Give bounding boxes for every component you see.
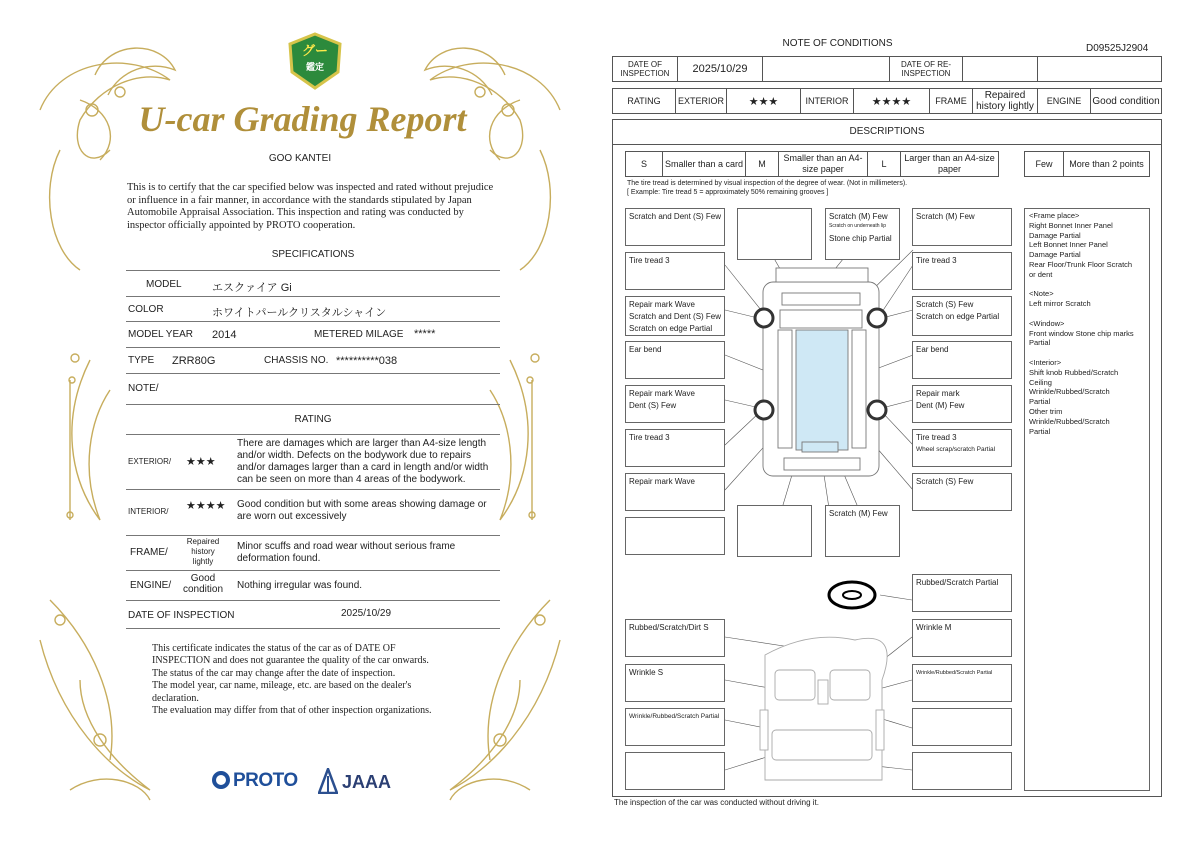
- damage-note: Scratch (M) Few: [916, 212, 975, 221]
- side-note-line: [1029, 309, 1145, 319]
- report-title: U-car Grading Report: [138, 99, 467, 139]
- damage-note: Scratch and Dent (S) Few: [629, 312, 722, 321]
- side-note-line: Partial: [1029, 338, 1051, 348]
- model-year-row: [126, 322, 500, 348]
- date-reinsp-label: DATE OF RE-INSPECTION: [890, 57, 963, 82]
- engine-label: ENGINE: [1038, 89, 1091, 114]
- interior-box-left: [625, 664, 725, 702]
- interior-box-right: [912, 708, 1012, 746]
- damage-note: Tire tread 3: [916, 256, 957, 265]
- model-year-label: MODEL YEAR: [128, 329, 194, 340]
- damage-note: Scratch and Dent (S) Few: [629, 212, 722, 221]
- damage-note: Tire tread 3: [916, 433, 957, 442]
- interior-label: INTERIOR: [801, 89, 854, 114]
- side-note-line: Shift knob Rubbed/Scratch: [1029, 367, 1119, 377]
- interior-box-left: [625, 752, 725, 790]
- interior-note: Wrinkle M: [916, 623, 952, 632]
- exterior-label: EXTERIOR/: [128, 457, 172, 466]
- damage-note: Tire tread 3: [629, 433, 670, 442]
- side-note-line: Wrinkle/Rubbed/Scratch: [1029, 387, 1110, 397]
- side-notes-panel: [1024, 208, 1150, 791]
- disclaimer-line: The evaluation may differ from that of other inspection organizations.: [152, 705, 432, 717]
- damage-note: Scratch on edge Partial: [916, 312, 1000, 321]
- damage-note: Scratch on edge Partial: [629, 324, 713, 333]
- damage-note: Rubbed/Scratch Partial: [916, 578, 999, 587]
- legend-l-desc: Larger than an A4-size paper: [901, 152, 999, 177]
- type-row: [126, 348, 500, 374]
- color-row: [126, 296, 500, 322]
- interior-label: INTERIOR/: [128, 507, 169, 516]
- damage-box-top: [737, 208, 812, 260]
- side-note-line: <Note>: [1029, 289, 1054, 299]
- date-insp-value: 2025/10/29: [678, 57, 763, 82]
- proto-text: PROTO: [233, 770, 298, 791]
- exterior-desc: There are damages which are larger than A4-size length and/or width. Defects on the bodywork due to repairs and/or damages larger than a card in length and/or width can be seen on more than 4 areas of the bodywork.: [237, 438, 489, 485]
- metered-value: *****: [414, 328, 436, 340]
- model-label: MODEL: [146, 279, 182, 290]
- damage-box-left: [625, 296, 725, 336]
- proto-logo: [212, 768, 312, 798]
- exterior-row: [126, 434, 500, 490]
- badge-sub: 鑑定: [305, 62, 324, 72]
- damage-note: Scratch (M) Few: [829, 509, 888, 518]
- engine-desc: Nothing irregular was found.: [237, 580, 363, 591]
- disclaimer-line: This certificate indicates the status of the car as of DATE OF: [152, 643, 396, 654]
- interior-stars: ★★★★: [186, 500, 226, 512]
- damage-box-left: [625, 429, 725, 467]
- proto-mark-icon: [212, 771, 230, 789]
- car-interior-view: [760, 637, 887, 780]
- exterior-stars: ★★★: [727, 89, 801, 114]
- damage-note: Repair mark Wave: [629, 300, 695, 309]
- legend-s-desc: Smaller than a card: [663, 152, 746, 177]
- steering-wheel-icon: [829, 582, 875, 608]
- interior-row: [126, 489, 500, 536]
- damage-note: Dent (S) Few: [629, 401, 677, 410]
- engine-row: [126, 571, 500, 601]
- tire-note: The tire tread is determined by visual inspection of the degree of wear. (Not in millimeters).: [627, 180, 908, 187]
- exterior-stars: ★★★: [186, 456, 216, 468]
- note-of-conditions: [600, 0, 1200, 848]
- damage-box-steering: [912, 574, 1012, 612]
- side-note-line: Wrinkle/Rubbed/Scratch: [1029, 416, 1110, 426]
- rating-heading: RATING: [294, 414, 332, 425]
- side-note-line: Right Bonnet Inner Panel: [1029, 220, 1113, 230]
- damage-note: Ear bend: [916, 345, 949, 354]
- damage-note: Ear bend: [629, 345, 662, 354]
- damage-box-right: [912, 385, 1012, 423]
- legend-few: Few: [1025, 152, 1064, 177]
- interior-note: Wrinkle/Rubbed/Scratch Partial: [629, 713, 720, 720]
- damage-box-left: [625, 517, 725, 555]
- damage-box-left: [625, 208, 725, 246]
- damage-note: Stone chip Partial: [829, 234, 892, 243]
- rating-label: RATING: [613, 89, 676, 114]
- side-note-line: <Window>: [1029, 318, 1065, 328]
- certificate-intro: This is to certify that the car specified below was inspected and rated without prejudice or influence in a fair manner, in accordance with the standards stipulated by Japan Automobile Appraisal Association. This inspection and rating was conducted by inspector officially appointed by PROTO cooperation.: [127, 182, 494, 231]
- date-insp-label: DATE OF INSPECTION: [613, 57, 678, 82]
- damage-box-bottom: [825, 505, 900, 557]
- frame-value: Repaired history lightly: [186, 537, 220, 566]
- damage-box-right: [912, 429, 1012, 467]
- damage-note: Scratch (M) Few: [829, 212, 888, 221]
- note-title: NOTE OF CONDITIONS: [782, 38, 893, 49]
- note-label: NOTE/: [128, 383, 159, 394]
- disclaimer-line: declaration.: [152, 692, 199, 704]
- interior-note: Wrinkle/Rubbed/Scratch Partial: [916, 670, 993, 676]
- model-row: [126, 270, 500, 297]
- goo-kantei-badge: [288, 32, 342, 90]
- jaaa-mark-icon: [318, 768, 338, 794]
- disclaimer-line: The model year, car name, mileage, etc. are based on the dealer's: [152, 680, 412, 692]
- report-subtitle: GOO KANTEI: [268, 153, 332, 164]
- interior-note: Rubbed/Scratch/Dirt S: [629, 623, 709, 632]
- tire-example: [ Example: Tire tread 5 = approximately 50% remaining grooves ]: [627, 189, 829, 196]
- damage-note: Tire tread 3: [629, 256, 670, 265]
- note-footer: The inspection of the car was conducted without driving it.: [614, 798, 819, 807]
- side-note-line: or dent: [1029, 269, 1053, 279]
- damage-box-left: [625, 252, 725, 290]
- damage-box-right: [912, 208, 1012, 246]
- side-note-line: Left Bonnet Inner Panel: [1029, 240, 1108, 250]
- damage-box-left: [625, 473, 725, 511]
- chassis-label: CHASSIS NO.: [264, 355, 329, 366]
- side-note-line: [1029, 348, 1145, 358]
- legend-m: M: [746, 152, 779, 177]
- side-note-line: Ceiling: [1029, 377, 1052, 387]
- damage-note: Dent (M) Few: [916, 401, 965, 410]
- damage-note: Scratch (S) Few: [916, 300, 974, 309]
- model-value: エスクァイア Gi: [212, 282, 292, 294]
- descriptions-heading: DESCRIPTIONS: [612, 119, 1162, 145]
- damage-note: Scratch on underneath lip: [829, 223, 886, 229]
- car-body-top: [763, 268, 879, 476]
- interior-box-left: [625, 619, 725, 657]
- interior-box-right: [912, 664, 1012, 702]
- side-note-line: Front window Stone chip marks: [1029, 328, 1134, 338]
- model-year-value: 2014: [212, 329, 237, 341]
- color-value: ホワイトパールクリスタルシャイン: [212, 307, 387, 319]
- interior-box-left: [625, 708, 725, 746]
- side-notes-list: [1029, 211, 1145, 436]
- frame-value: Repaired history lightly: [973, 89, 1038, 114]
- side-note-line: <Interior>: [1029, 357, 1062, 367]
- frame-row: [126, 536, 500, 571]
- damage-box-right: [912, 296, 1012, 336]
- damage-box-left: [625, 341, 725, 379]
- damage-box-right: [912, 473, 1012, 511]
- legend-l: L: [868, 152, 901, 177]
- side-note-line: Rear Floor/Trunk Floor Scratch: [1029, 259, 1133, 269]
- jaaa-logo: [318, 768, 398, 798]
- engine-value: Good condition: [1091, 89, 1162, 114]
- interior-desc: Good condition but with some areas showing damage or are worn out excessively: [237, 499, 487, 522]
- interior-stars: ★★★★: [854, 89, 930, 114]
- legend-m-desc: Smaller than an A4-size paper: [779, 152, 868, 177]
- date-row: [126, 601, 500, 629]
- damage-note: Scratch (S) Few: [916, 477, 974, 486]
- type-label: TYPE: [128, 355, 155, 366]
- damage-note: Repair mark Wave: [629, 389, 695, 398]
- interior-box-right: [912, 752, 1012, 790]
- exterior-label: EXTERIOR: [676, 89, 727, 114]
- side-note-line: Damage Partial: [1029, 230, 1081, 240]
- damage-box-left: [625, 385, 725, 423]
- damage-note: Wheel scrap/scratch Partial: [916, 446, 996, 453]
- disclaimer: [152, 643, 482, 717]
- frame-desc: Minor scuffs and road wear without serious frame deformation found.: [237, 541, 456, 564]
- legend-s: S: [626, 152, 663, 177]
- engine-value: Good condition: [182, 573, 224, 595]
- side-note-line: [1029, 280, 1145, 290]
- chassis-value: **********038: [336, 355, 398, 367]
- side-note-line: Partial: [1029, 397, 1051, 407]
- side-note-line: Other trim: [1029, 406, 1063, 416]
- side-note-line: <Frame place>: [1029, 211, 1080, 220]
- damage-note: Repair mark Wave: [629, 477, 695, 486]
- interior-note: Wrinkle S: [629, 668, 664, 677]
- damage-box-bottom: [737, 505, 812, 557]
- damage-box-top: [825, 208, 900, 260]
- frame-label: FRAME/: [130, 547, 168, 558]
- frame-label: FRAME: [930, 89, 973, 114]
- disclaimer-line: The status of the car may change after the date of inspection.: [152, 667, 396, 679]
- metered-label: METERED MILAGE: [314, 329, 404, 340]
- damage-box-right: [912, 341, 1012, 379]
- damage-box-right: [912, 252, 1012, 290]
- type-value: ZRR80G: [172, 355, 216, 367]
- date-label: DATE OF INSPECTION: [128, 610, 235, 621]
- specifications-heading: SPECIFICATIONS: [271, 249, 355, 260]
- engine-label: ENGINE/: [130, 580, 172, 591]
- side-note-line: Partial: [1029, 426, 1051, 436]
- legend-few-desc: More than 2 points: [1064, 152, 1150, 177]
- badge-text: グー: [301, 43, 328, 58]
- damage-note: Repair mark: [916, 389, 960, 398]
- interior-box-right: [912, 619, 1012, 657]
- side-note-line: Left mirror Scratch: [1029, 299, 1091, 309]
- disclaimer-line: INSPECTION and does not guarantee the quality of the car onwards.: [152, 655, 429, 667]
- side-note-line: Damage Partial: [1029, 250, 1081, 260]
- note-row: [126, 374, 500, 405]
- document-id: D09525J2904: [1086, 43, 1149, 54]
- date-value: 2025/10/29: [341, 608, 392, 619]
- color-label: COLOR: [128, 304, 164, 315]
- jaaa-text: JAAA: [342, 772, 392, 792]
